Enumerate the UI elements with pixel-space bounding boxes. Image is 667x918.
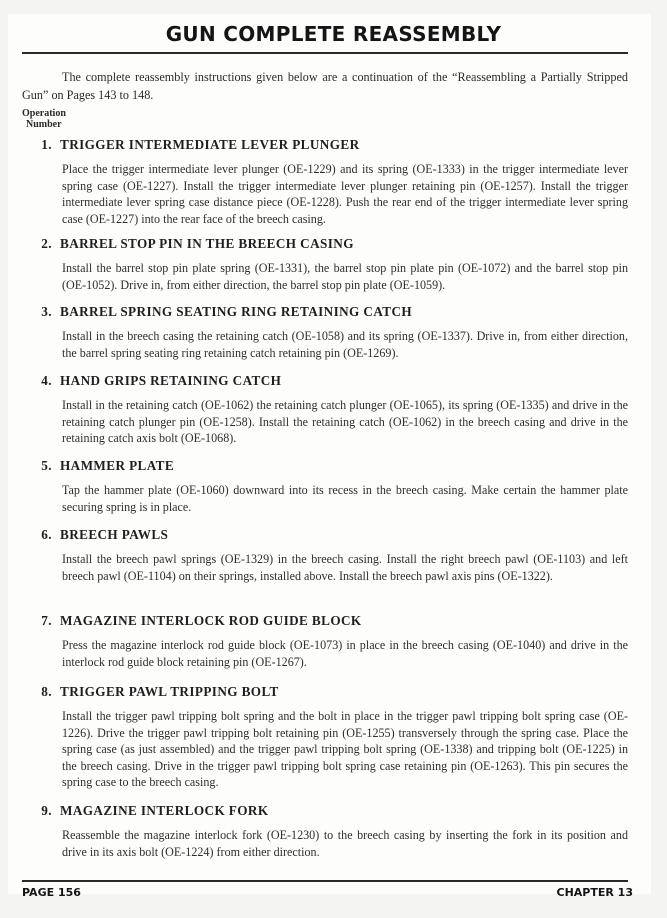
operation-number: 3. (41, 304, 52, 319)
operation-number: 7. (41, 613, 52, 628)
intro-paragraph: The complete reassembly instructions given below are a continuation of the “Reassembling a Partially Stripped Gun” on Pages 143 to 148. (22, 70, 628, 102)
operation-text: Install the trigger pawl tripping bolt spring and the bolt in place in the trigger pawl tripping bolt spring case (OE-1226). Drive the trigger pawl tripping bolt retaining pin (OE-1255) transversely through the spring case. Place the spring case (as just assembled) and the trigger pawl tripping bolt spring (OE-1338) and tripping bolt (OE-1225) in the breech casing. Drive in the trigger pawl tripping bolt spring case retaining pin (OE-1263). This pin secures the spring case to the breech casing. (62, 709, 628, 789)
operation-text: Install in the breech casing the retaining catch (OE-1058) and its spring (OE-1337). Drive in, from either direction, the barrel spring seating ring retaining catch retaining pin (OE-1269). (62, 329, 628, 360)
operation-number: 4. (41, 373, 52, 388)
operation-text: Press the magazine interlock rod guide block (OE-1073) in place in the breech casing (OE-1040) and drive in the interlock rod guide block retaining pin (OE-1267). (62, 638, 628, 669)
operation-heading (22, 527, 634, 543)
operation-2 (22, 236, 634, 293)
operation-9 (22, 803, 634, 860)
page-title: GUN COMPLETE REASSEMBLY (165, 22, 502, 46)
operation-title: MAGAZINE INTERLOCK FORK (60, 803, 269, 818)
operation-number: 2. (41, 236, 52, 251)
operation-number: 9. (41, 803, 52, 818)
operation-heading (22, 613, 634, 629)
operation-text: Install in the retaining catch (OE-1062) the retaining catch plunger (OE-1065), its spring (OE-1335) and drive in the retaining catch plunger pin (OE-1258). Install the retaining catch (OE-1062) in the breech casing and drive in the retaining catch axis bolt (OE-1068). (62, 398, 628, 445)
operation-1 (22, 137, 634, 227)
operation-title: MAGAZINE INTERLOCK ROD GUIDE BLOCK (60, 613, 362, 628)
operation-title: BARREL SPRING SEATING RING RETAINING CATCH (60, 304, 413, 319)
operation-number: 8. (41, 684, 52, 699)
operation-heading (22, 803, 634, 819)
operation-title: TRIGGER PAWL TRIPPING BOLT (60, 684, 279, 699)
page-number: PAGE 156 (22, 886, 81, 899)
operation-heading (22, 373, 634, 389)
operation-title: BARREL STOP PIN IN THE BREECH CASING (60, 236, 354, 251)
operation-8 (22, 684, 634, 791)
operation-heading (22, 684, 634, 700)
operation-text: Reassemble the magazine interlock fork (OE-1230) to the breech casing by inserting the fork in its position and drive in its axis bolt (OE-1224) from either direction. (62, 828, 628, 859)
operation-title: HAMMER PLATE (60, 458, 175, 473)
operation-label-line1: Operation (22, 108, 66, 119)
operation-text: Tap the hammer plate (OE-1060) downward into its recess in the breech casing. Make certain the hammer plate securing spring is in place. (62, 483, 628, 514)
operation-text: Install the breech pawl springs (OE-1329) in the breech casing. Install the right breech pawl (OE-1103) and left breech pawl (OE-1104) on their springs, installed above. Install the breech pawl axis pins (OE-1322). (62, 552, 628, 583)
operation-4 (22, 373, 634, 447)
operation-heading (22, 236, 634, 252)
operation-heading (22, 458, 634, 474)
operation-7 (22, 613, 634, 670)
operation-title: BREECH PAWLS (60, 527, 169, 542)
operation-text: Place the trigger intermediate lever plunger (OE-1229) and its spring (OE-1333) in the trigger intermediate lever spring case (OE-1227). Install the trigger intermediate lever plunger retaining pin (OE-1257). Install the trigger intermediate lever spring case distance piece (OE-1228). Push the rear end of the trigger intermediate lever spring case (OE-1227) into the rear face of the breech casing. (62, 162, 628, 226)
operation-text: Install the barrel stop pin plate spring (OE-1331), the barrel stop pin plate pin (OE-1072) and the barrel stop pin (OE-1052). Drive in, from either direction, the barrel stop pin plate (OE-1059). (62, 261, 628, 292)
operation-number: 5. (41, 458, 52, 473)
operation-heading (22, 304, 634, 320)
operation-number: 1. (41, 137, 52, 152)
operation-3 (22, 304, 634, 361)
title-rule (22, 52, 628, 54)
operation-title: HAND GRIPS RETAINING CATCH (60, 373, 282, 388)
footer-rule (22, 880, 628, 882)
operation-label-line2: Number (26, 119, 62, 130)
operation-number: 6. (41, 527, 52, 542)
operation-6 (22, 527, 634, 584)
operation-heading (22, 137, 634, 153)
operation-5 (22, 458, 634, 515)
operation-number-label (22, 108, 66, 130)
operation-title: TRIGGER INTERMEDIATE LEVER PLUNGER (60, 137, 360, 152)
chapter-label: CHAPTER 13 (556, 886, 633, 899)
